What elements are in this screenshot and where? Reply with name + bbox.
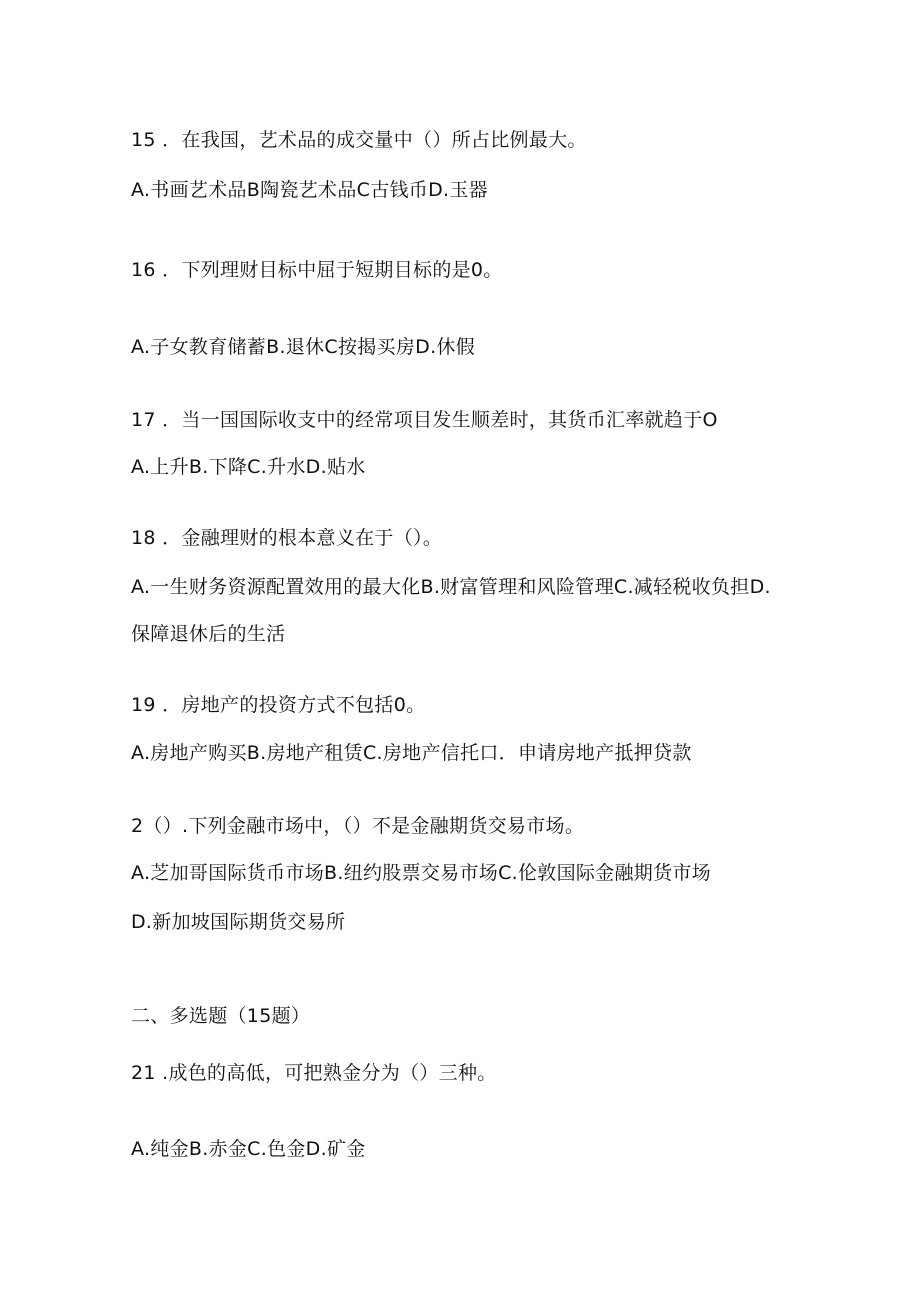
question-18-stem: 18 ．金融理财的根本意义在于（）。	[131, 527, 443, 549]
question-16-stem: 16 ．下列理财目标中屈于短期目标的是0。	[131, 259, 503, 281]
question-20-options: A.芝加哥国际货币市场B.纽约股票交易市场C.伦敦国际金融期货市场	[131, 862, 711, 884]
question-17-options: A.上升B.下降C.升水D.贴水	[131, 456, 366, 478]
question-20-stem: 2（）.下列金融市场中，（）不是金融期货交易市场。	[131, 815, 585, 837]
question-18-options: A.一生财务资源配置效用的最大化B.财富管理和风险管理C.减轻税收负担D.	[131, 576, 771, 598]
question-15-stem: 15 ．在我国，艺术品的成交量中（）所占比例最大。	[131, 129, 587, 151]
question-21-stem: 21 .成色的高低，可把熟金分为（）三种。	[131, 1062, 497, 1084]
section-heading-multiple-choice: 二、多选题（15题）	[131, 1005, 311, 1027]
question-20-options-continued: D.新加坡国际期货交易所	[131, 911, 346, 933]
question-16-options: A.子女教育储蓄B.退休C按揭买房D.休假	[131, 336, 476, 358]
question-17-stem: 17 ．当一国国际收支中的经常项目发生顺差时，其货币汇率就趋于O	[131, 409, 718, 431]
question-21-options: A.纯金B.赤金C.色金D.矿金	[131, 1138, 366, 1160]
question-19-stem: 19 ．房地产的投资方式不包括0。	[131, 694, 426, 716]
question-15-options: A.书画艺术品B陶瓷艺术品C古钱币D.玉器	[131, 179, 488, 201]
question-18-options-continued: 保障退休后的生活	[131, 623, 286, 645]
question-19-options: A.房地产购买B.房地产租赁C.房地产信托口．申请房地产抵押贷款	[131, 742, 692, 764]
